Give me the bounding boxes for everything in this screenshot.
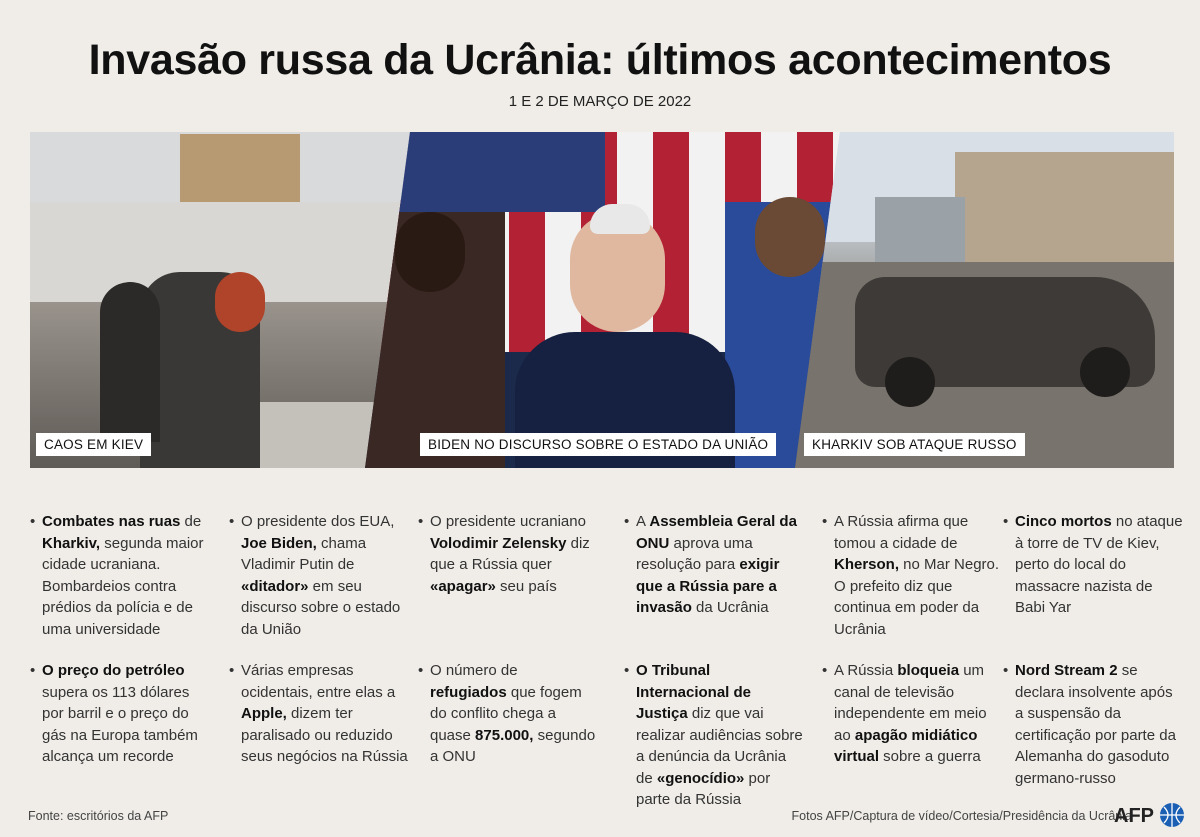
- highlight-text: Kherson,: [834, 556, 900, 573]
- news-item-text: [229, 660, 409, 768]
- bullet-icon: •: [229, 513, 235, 530]
- caption-kharkiv: KHARKIV SOB ATAQUE RUSSO: [804, 433, 1025, 456]
- news-item: [1003, 511, 1183, 619]
- news-item: [822, 511, 1002, 640]
- highlight-text: Combates nas ruas: [42, 513, 181, 530]
- bullet-icon: •: [624, 662, 630, 679]
- bullet-icon: •: [1003, 662, 1009, 679]
- highlight-text: Apple,: [241, 705, 287, 722]
- body-text: O presidente ucraniano: [430, 513, 586, 530]
- body-text: diz que a Rússia quer: [430, 534, 590, 573]
- body-text: sobre a guerra: [879, 748, 981, 765]
- news-item-text: [822, 660, 1002, 768]
- news-item: [624, 660, 804, 811]
- news-item: [624, 511, 804, 619]
- bullet-icon: •: [30, 662, 36, 679]
- highlight-text: bloqueia: [897, 662, 960, 679]
- date-subtitle: 1 E 2 DE MARÇO DE 2022: [508, 93, 692, 110]
- body-text: A Rússia: [834, 662, 898, 679]
- highlight-text: Kharkiv,: [42, 534, 101, 552]
- highlight-text: apagão midiático virtual: [834, 726, 978, 765]
- news-item-text: [418, 511, 598, 597]
- bullet-icon: •: [30, 513, 36, 530]
- body-text: A Rússia afirma que tomou a cidade de: [834, 513, 969, 552]
- body-text: que fogem do conflito chega a quase: [430, 683, 582, 744]
- highlight-text: Joe Biden,: [241, 534, 317, 552]
- news-item-text: [229, 511, 409, 640]
- body-text: diz que vai realizar audiências sobre a denúncia da Ucrânia de: [636, 705, 803, 787]
- photo-kharkiv: [795, 132, 1174, 468]
- news-item-text: [1003, 511, 1183, 619]
- afp-logo: [1114, 800, 1186, 830]
- bullet-icon: •: [229, 662, 235, 679]
- body-text: de: [180, 513, 202, 530]
- highlight-text: O preço do petróleo: [42, 662, 185, 679]
- highlight-text: O Tribunal Internacional de Justiça: [636, 662, 752, 722]
- bullet-icon: •: [1003, 513, 1009, 530]
- caption-kiev: CAOS EM KIEV: [36, 433, 151, 456]
- highlight-text: exigir que a Rússia pare a invasão: [636, 556, 780, 616]
- photo-credits: Fotos AFP/Captura de vídeo/Cortesia/Presidência da Ucrânia: [791, 809, 1132, 823]
- highlight-text: Volodimir Zelensky: [430, 534, 567, 552]
- news-item: [30, 660, 210, 768]
- body-text: segundo a ONU: [430, 726, 596, 765]
- body-text: Várias empresas ocidentais, entre elas a: [241, 662, 396, 701]
- news-item-text: [30, 660, 210, 768]
- source-note: Fonte: escritórios da AFP: [28, 809, 169, 823]
- body-text: A: [636, 513, 650, 530]
- news-item-text: [30, 511, 210, 640]
- body-text: dizem ter paralisado ou reduzido seus negócios na Rússia: [241, 705, 408, 765]
- body-text: por parte da Rússia: [636, 769, 771, 808]
- news-item: [822, 660, 1002, 768]
- highlight-text: refugiados: [430, 683, 507, 701]
- highlight-text: «genocídio»: [656, 769, 745, 787]
- highlight-text: Assembleia Geral da ONU: [636, 513, 797, 552]
- body-text: da Ucrânia: [691, 599, 769, 616]
- highlight-text: «ditador»: [241, 577, 309, 595]
- news-item: [30, 511, 210, 640]
- body-text: no ataque à torre de TV de Kiev, perto do local do massacre nazista de Babi Yar: [1015, 513, 1183, 616]
- caption-biden: BIDEN NO DISCURSO SOBRE O ESTADO DA UNIÃO: [420, 433, 776, 456]
- bullet-icon: •: [822, 662, 828, 679]
- news-item: [229, 511, 409, 640]
- body-text: O número de: [430, 662, 518, 679]
- bullet-icon: •: [418, 662, 424, 679]
- news-item-text: [822, 511, 1002, 640]
- news-item-text: [624, 511, 804, 619]
- body-text: aprova uma resolução para: [636, 534, 753, 573]
- body-text: seu país: [495, 577, 557, 595]
- highlight-text: Cinco mortos: [1015, 513, 1112, 530]
- body-text: no Mar Negro. O prefeito diz que continua em poder da Ucrânia: [834, 556, 1000, 638]
- news-item: [418, 660, 598, 768]
- highlight-text: Nord Stream 2: [1015, 662, 1118, 679]
- news-item: [418, 511, 598, 597]
- body-text: um canal de televisão independente em meio ao: [834, 662, 987, 744]
- body-text: chama Vladimir Putin de: [241, 534, 367, 573]
- photo-strip: [30, 132, 1174, 468]
- news-item: [229, 660, 409, 768]
- news-item-text: [624, 660, 804, 811]
- bullet-icon: •: [418, 513, 424, 530]
- body-text: em seu discurso sobre o estado da União: [241, 577, 401, 638]
- body-text: se declara insolvente após a suspensão da certificação por parte da Alemanha do gasoduto germano-russo: [1015, 662, 1176, 787]
- page-title: Invasão russa da Ucrânia: últimos acontecimentos: [88, 36, 1112, 84]
- body-text: O presidente dos EUA,: [241, 513, 395, 530]
- afp-logo-text: AFP: [1114, 805, 1154, 827]
- highlight-text: «apagar»: [430, 577, 496, 595]
- bullet-icon: •: [624, 513, 630, 530]
- news-item: [1003, 660, 1183, 789]
- bullet-icon: •: [822, 513, 828, 530]
- photo-biden: [365, 132, 850, 468]
- body-text: segunda maior cidade ucraniana. Bombardeios contra prédios da polícia e de uma universidade: [42, 534, 204, 638]
- news-item-text: [1003, 660, 1183, 789]
- highlight-text: 875.000,: [475, 726, 534, 744]
- body-text: supera os 113 dólares por barril e o preço do gás na Europa também alcança um recorde: [42, 683, 198, 765]
- photo-kiev: [30, 132, 410, 468]
- news-item-text: [418, 660, 598, 768]
